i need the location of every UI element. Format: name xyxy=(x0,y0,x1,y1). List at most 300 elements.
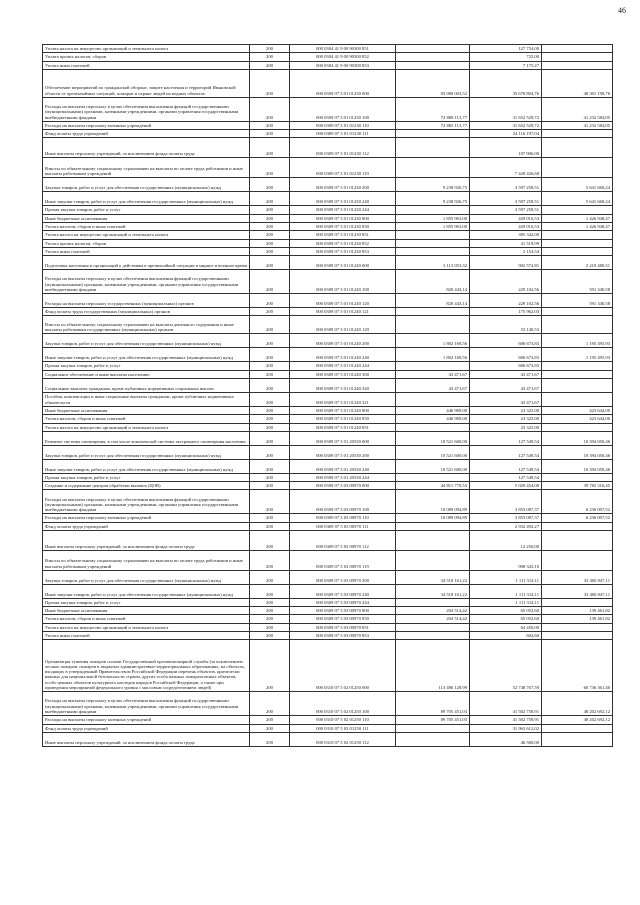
row-approved xyxy=(396,158,470,178)
row-budget-code: 000 0309 07 5 01 01230 244 xyxy=(290,206,396,214)
row-name: Закупка товаров, работ и услуг для обеспечения государственных (муниципальных) нужд xyxy=(43,334,250,348)
row-line-code: 200 xyxy=(250,308,290,316)
row-unexecuted xyxy=(542,392,613,406)
row-budget-code: 000 0309 07 5 03 00970 244 xyxy=(290,598,396,606)
table-row xyxy=(43,308,613,316)
table-row xyxy=(43,231,613,239)
row-executed: 23 325,00 xyxy=(470,415,542,423)
row-budget-code: 000 0310 07 5 02 01250 112 xyxy=(290,732,396,746)
row-line-code: 200 xyxy=(250,623,290,631)
table-row xyxy=(43,640,613,692)
table-row xyxy=(43,598,613,606)
row-name: Прочая закупка товаров, работ и услуг xyxy=(43,206,250,214)
table-row xyxy=(43,222,613,230)
row-unexecuted xyxy=(542,61,613,69)
row-executed: 64 450,00 xyxy=(470,623,542,631)
table-row xyxy=(43,158,613,178)
row-line-code: 200 xyxy=(250,445,290,459)
row-line-code: 200 xyxy=(250,256,290,270)
row-line-code: 200 xyxy=(250,692,290,716)
row-name: Организация тушения пожаров силами Государственной противопожарной службы (за исключением лесных пожаров, пожаров в закрытых административно-территориальных образованиях, на объектах, входящих в утвержденный Правительством Российской Федерации перечень объектов, критически важных для национальной безопасности страны, других особо важных пожароопасных объектов, особо ценных объектов культурного наследия народов Российской Федерации, а также при проведении мероприятий федерального уровня с массовым сосредоточением людей) xyxy=(43,640,250,692)
row-executed: 3 597 258,51 xyxy=(470,206,542,214)
row-approved: 10 521 600,00 xyxy=(396,459,470,473)
row-line-code: 200 xyxy=(250,406,290,414)
row-executed: 127 549,54 xyxy=(470,473,542,481)
table-row xyxy=(43,192,613,206)
row-approved xyxy=(396,138,470,158)
row-approved: 446 969,00 xyxy=(396,406,470,414)
row-line-code: 200 xyxy=(250,607,290,615)
row-approved: 1 855 963,00 xyxy=(396,214,470,222)
row-executed: 7 175,27 xyxy=(470,61,542,69)
row-budget-code: 000 0309 07 5 01 01240 240 xyxy=(290,348,396,362)
row-budget-code: 000 0310 07 5 02 01250 000 xyxy=(290,640,396,692)
row-name: Взносы по обязательному социальному страхованию на выплаты по оплате труда работников и иные выплаты работникам учреждений xyxy=(43,550,250,570)
row-unexecuted: 2 210 480,51 xyxy=(542,256,613,270)
row-budget-code: 000 0309 07 5 01 01230 000 xyxy=(290,69,396,97)
row-name: Уплата иных платежей xyxy=(43,247,250,255)
row-budget-code: 000 0310 07 5 02 01250 110 xyxy=(290,716,396,724)
row-unexecuted xyxy=(542,362,613,370)
table-row xyxy=(43,724,613,732)
row-budget-code: 000 0309 07 5 01 01240 321 xyxy=(290,392,396,406)
row-name: Иные бюджетные ассигнования xyxy=(43,406,250,414)
table-row xyxy=(43,623,613,631)
row-line-code: 200 xyxy=(250,45,290,53)
row-line-code: 200 xyxy=(250,724,290,732)
row-approved xyxy=(396,550,470,570)
row-name: Подготовка населения и организаций к действиям в чрезвычайной ситуации в мирное и военное время xyxy=(43,256,250,270)
row-line-code: 200 xyxy=(250,239,290,247)
row-name: Уплата налогов, сборов и иных платежей xyxy=(43,222,250,230)
row-line-code: 200 xyxy=(250,206,290,214)
row-approved: 204 514,42 xyxy=(396,615,470,623)
row-line-code: 200 xyxy=(250,732,290,746)
table-row xyxy=(43,514,613,522)
row-budget-code: 000 0309 07 5 01 01240 800 xyxy=(290,406,396,414)
row-name: Фонд оплаты труда учреждений xyxy=(43,130,250,138)
row-unexecuted xyxy=(542,473,613,481)
row-approved: 72 888 113,77 xyxy=(396,97,470,121)
row-executed: 41 502 758,91 xyxy=(470,716,542,724)
row-budget-code: 000 0309 07 5 01 01240 200 xyxy=(290,334,396,348)
table-row xyxy=(43,370,613,378)
table-row xyxy=(43,270,613,294)
row-approved: 43 471,67 xyxy=(396,370,470,378)
row-budget-code: 000 0309 07 5 03 00970 851 xyxy=(290,623,396,631)
row-line-code: 200 xyxy=(250,640,290,692)
row-budget-code: 000 0309 07 5 01 20530 244 xyxy=(290,473,396,481)
table-row xyxy=(43,45,613,53)
row-executed: 43 471,67 xyxy=(470,378,542,392)
row-unexecuted xyxy=(542,623,613,631)
row-line-code: 200 xyxy=(250,514,290,522)
row-unexecuted: 1 195 495,93 xyxy=(542,348,613,362)
row-unexecuted: 33 406 847,11 xyxy=(542,584,613,598)
table-row xyxy=(43,716,613,724)
row-executed: 606 673,83 xyxy=(470,334,542,348)
row-line-code: 200 xyxy=(250,392,290,406)
table-row xyxy=(43,239,613,247)
row-executed: 606 673,83 xyxy=(470,348,542,362)
row-unexecuted xyxy=(542,423,613,431)
table-row xyxy=(43,69,613,97)
row-name: Расходы на выплаты персоналу казенных учреждений xyxy=(43,716,250,724)
row-unexecuted xyxy=(542,632,613,640)
row-unexecuted: 6 236 007,52 xyxy=(542,514,613,522)
row-line-code: 200 xyxy=(250,632,290,640)
row-unexecuted: 1 426 948,47 xyxy=(542,222,613,230)
row-name: Расходы на выплаты персоналу в целях обеспечения выполнения функций государственными (муниципальными) органами, казенными учреждениями, органами управления государственными внебюджетными фондами xyxy=(43,270,250,294)
row-name: Фонд оплаты труда учреждений xyxy=(43,724,250,732)
row-name: Прочая закупка товаров, работ и услуг xyxy=(43,473,250,481)
row-line-code: 200 xyxy=(250,530,290,550)
row-budget-code: 000 0309 07 5 01 20530 200 xyxy=(290,445,396,459)
table-row xyxy=(43,550,613,570)
table-row xyxy=(43,692,613,716)
table-row xyxy=(43,178,613,192)
row-approved xyxy=(396,231,470,239)
table-row xyxy=(43,522,613,530)
row-unexecuted: 423 644,00 xyxy=(542,415,613,423)
row-name: Развитие системы оповещения, в том числе комплексной системы экстренного оповещения населения xyxy=(43,431,250,445)
row-unexecuted xyxy=(542,378,613,392)
row-line-code: 200 xyxy=(250,97,290,121)
row-unexecuted: 6 236 007,52 xyxy=(542,490,613,514)
row-line-code: 200 xyxy=(250,247,290,255)
table-row xyxy=(43,256,613,270)
row-executed: 429 016,53 xyxy=(470,214,542,222)
row-executed: 1 111 314,11 xyxy=(470,570,542,584)
row-executed: 46 500,00 xyxy=(470,732,542,746)
table-row xyxy=(43,378,613,392)
row-line-code: 200 xyxy=(250,431,290,445)
row-approved: 820 443,14 xyxy=(396,294,470,308)
row-line-code: 200 xyxy=(250,270,290,294)
row-executed: 1 111 314,11 xyxy=(470,584,542,598)
row-budget-code: 000 0309 07 5 01 01240 300 xyxy=(290,370,396,378)
row-approved xyxy=(396,522,470,530)
row-name: Уплата налога на имущество организаций и земельного налога xyxy=(43,231,250,239)
row-unexecuted xyxy=(542,231,613,239)
table-row xyxy=(43,632,613,640)
row-name: Закупка товаров, работ и услуг для обеспечения государственных (муниципальных) нужд xyxy=(43,178,250,192)
row-budget-code: 000 0309 07 5 01 01240 120 xyxy=(290,294,396,308)
row-unexecuted xyxy=(542,732,613,746)
row-budget-code: 000 0309 07 5 01 01240 850 xyxy=(290,415,396,423)
row-line-code: 200 xyxy=(250,598,290,606)
row-approved: 9 238 926,75 xyxy=(396,178,470,192)
row-executed: 31 652 529,72 xyxy=(470,121,542,129)
row-approved: 10 521 600,00 xyxy=(396,431,470,445)
row-line-code: 200 xyxy=(250,348,290,362)
row-line-code: 200 xyxy=(250,69,290,97)
row-executed: 908 343,10 xyxy=(470,550,542,570)
row-line-code: 200 xyxy=(250,459,290,473)
row-executed: 52 748 767,59 xyxy=(470,640,542,692)
row-unexecuted: 10 394 050,46 xyxy=(542,445,613,459)
table-row xyxy=(43,316,613,334)
row-approved: 43 471,67 xyxy=(396,378,470,392)
row-executed: 2 932 494,27 xyxy=(470,522,542,530)
row-name: Расходы на выплаты персоналу в целях обеспечения выполнения функций государственными (муниципальными) органами, казенными учреждениями, органами управления государственными внебюджетными фондами xyxy=(43,97,250,121)
row-budget-code: 000 0309 07 5 01 01230 112 xyxy=(290,138,396,158)
row-budget-code: 000 0309 07 5 03 00970 240 xyxy=(290,584,396,598)
row-budget-code: 000 0309 07 5 03 00970 111 xyxy=(290,522,396,530)
row-unexecuted xyxy=(542,308,613,316)
row-line-code: 200 xyxy=(250,214,290,222)
row-approved xyxy=(396,632,470,640)
table-row xyxy=(43,423,613,431)
row-name: Взносы по обязательному социальному страхованию на выплаты по оплате труда работников и иные выплаты работникам учреждений xyxy=(43,158,250,178)
row-name: Расходы на выплаты персоналу государственных (муниципальных) органов xyxy=(43,294,250,308)
row-executed: 127 754,00 xyxy=(470,45,542,53)
table-row xyxy=(43,607,613,615)
row-name: Расходы на выплаты персоналу в целях обеспечения выполнения функций государственными (муниципальными) органами, казенными учреждениями, органами управления государственными внебюджетными фондами xyxy=(43,692,250,716)
row-approved: 10 089 094,89 xyxy=(396,514,470,522)
row-executed: 41 519,99 xyxy=(470,239,542,247)
row-unexecuted xyxy=(542,370,613,378)
row-name: Уплата иных платежей xyxy=(43,632,250,640)
row-approved: 1 802 169,56 xyxy=(396,334,470,348)
row-executed: 43 471,67 xyxy=(470,370,542,378)
row-approved xyxy=(396,316,470,334)
row-approved: 446 969,00 xyxy=(396,415,470,423)
row-name: Пособия, компенсации и иные социальные выплаты гражданам, кроме публичных нормативных обязательств xyxy=(43,392,250,406)
row-approved xyxy=(396,623,470,631)
row-line-code: 200 xyxy=(250,482,290,490)
row-approved: 204 514,42 xyxy=(396,607,470,615)
row-budget-code: 000 0309 07 5 03 00970 850 xyxy=(290,615,396,623)
row-budget-code: 000 0309 07 5 01 01240 121 xyxy=(290,308,396,316)
row-executed: 65 052,60 xyxy=(470,607,542,615)
row-budget-code: 000 0309 07 5 01 01230 200 xyxy=(290,178,396,192)
row-executed: 41 502 758,91 xyxy=(470,692,542,716)
row-unexecuted xyxy=(542,598,613,606)
table-row xyxy=(43,138,613,158)
row-name: Иные закупки товаров, работ и услуг для обеспечения государственных (муниципальных) нужд xyxy=(43,459,250,473)
row-executed: 127 549,54 xyxy=(470,431,542,445)
row-approved: 34 518 161,22 xyxy=(396,570,470,584)
row-line-code: 200 xyxy=(250,362,290,370)
table-row xyxy=(43,348,613,362)
row-executed: 3 853 087,37 xyxy=(470,514,542,522)
row-executed: 23 325,00 xyxy=(470,423,542,431)
row-name: Прочая закупка товаров, работ и услуг xyxy=(43,362,250,370)
row-executed: 127 549,54 xyxy=(470,459,542,473)
row-unexecuted: 591 340,58 xyxy=(542,294,613,308)
row-approved: 89 705 451,03 xyxy=(396,692,470,716)
row-approved xyxy=(396,130,470,138)
row-name: Уплата налогов, сборов и иных платежей xyxy=(43,615,250,623)
row-name: Расходы на выплаты персоналу казенных учреждений xyxy=(43,121,250,129)
row-unexecuted xyxy=(542,138,613,158)
row-approved: 89 705 451,03 xyxy=(396,716,470,724)
row-line-code: 200 xyxy=(250,550,290,570)
row-line-code: 200 xyxy=(250,294,290,308)
row-executed: 35 678 804,76 xyxy=(470,69,542,97)
row-line-code: 200 xyxy=(250,121,290,129)
table-row xyxy=(43,206,613,214)
row-line-code: 200 xyxy=(250,178,290,192)
row-executed: 43 471,67 xyxy=(470,392,542,406)
row-approved xyxy=(396,61,470,69)
row-approved: 44 811 770,53 xyxy=(396,482,470,490)
table-row xyxy=(43,570,613,584)
row-approved xyxy=(396,724,470,732)
table-row xyxy=(43,392,613,406)
row-name: Иные бюджетные ассигнования xyxy=(43,214,250,222)
row-unexecuted: 48 301 198,76 xyxy=(542,69,613,97)
row-line-code: 200 xyxy=(250,522,290,530)
row-budget-code: 000 0309 07 5 01 01230 853 xyxy=(290,247,396,255)
row-unexecuted xyxy=(542,530,613,550)
row-budget-code: 000 0309 07 5 03 00970 110 xyxy=(290,514,396,522)
row-budget-code: 000 0310 07 5 02 01250 100 xyxy=(290,692,396,716)
row-approved: 72 885 113,77 xyxy=(396,121,470,129)
table-row xyxy=(43,482,613,490)
row-line-code: 200 xyxy=(250,378,290,392)
row-budget-code: 000 0309 07 5 01 01240 100 xyxy=(290,270,396,294)
row-unexecuted xyxy=(542,522,613,530)
row-budget-code: 000 0309 07 5 01 20530 240 xyxy=(290,459,396,473)
row-name: Иные закупки товаров, работ и услуг для обеспечения государственных (муниципальных) нужд xyxy=(43,192,250,206)
page-number: 46 xyxy=(618,6,626,15)
row-unexecuted: 1 426 948,47 xyxy=(542,214,613,222)
row-budget-code: 000 0309 07 5 01 01230 100 xyxy=(290,97,396,121)
row-executed: 429 016,53 xyxy=(470,222,542,230)
table-row xyxy=(43,53,613,61)
row-name: Социальные выплаты гражданам, кроме публичных нормативных социальных выплат xyxy=(43,378,250,392)
row-name: Уплата налога на имущество организаций и земельного налога xyxy=(43,45,250,53)
row-unexecuted: 60 736 361,40 xyxy=(542,640,613,692)
row-unexecuted: 48 202 692,12 xyxy=(542,692,613,716)
row-budget-code: 000 0309 07 5 01 01240 320 xyxy=(290,378,396,392)
row-unexecuted: 423 644,00 xyxy=(542,406,613,414)
row-approved xyxy=(396,473,470,481)
table-row xyxy=(43,473,613,481)
row-unexecuted xyxy=(542,550,613,570)
row-unexecuted xyxy=(542,53,613,61)
budget-execution-table-sheet xyxy=(42,44,612,747)
row-name: Иные выплаты персоналу учреждений, за исключением фонда оплаты труда xyxy=(43,732,250,746)
row-unexecuted xyxy=(542,158,613,178)
row-budget-code: 000 0309 07 5 01 01240 244 xyxy=(290,362,396,370)
row-unexecuted: 139 461,82 xyxy=(542,615,613,623)
row-approved: 1 855 963,00 xyxy=(396,222,470,230)
row-name: Уплата иных платежей xyxy=(43,61,250,69)
row-executed: 53 140,53 xyxy=(470,316,542,334)
row-budget-code: 000 0309 07 5 01 01230 119 xyxy=(290,158,396,178)
row-executed: 7 428 426,68 xyxy=(470,158,542,178)
row-name: Закупка товаров, работ и услуг для обеспечения государственных (муниципальных) нужд xyxy=(43,570,250,584)
row-name: Фонд оплаты труда государственных (муниципальных) органов xyxy=(43,308,250,316)
row-approved: 34 518 161,22 xyxy=(396,584,470,598)
row-executed: 31 652 529,72 xyxy=(470,97,542,121)
row-executed: 385 342,00 xyxy=(470,231,542,239)
row-line-code: 200 xyxy=(250,415,290,423)
row-budget-code: 000 0309 07 5 01 01230 110 xyxy=(290,121,396,129)
row-executed: 5 029 454,08 xyxy=(470,482,542,490)
row-line-code: 200 xyxy=(250,473,290,481)
row-approved xyxy=(396,239,470,247)
row-name: Фонд оплаты труда учреждений xyxy=(43,522,250,530)
row-line-code: 200 xyxy=(250,158,290,178)
row-line-code: 200 xyxy=(250,130,290,138)
row-approved xyxy=(396,247,470,255)
table-row xyxy=(43,362,613,370)
table-row xyxy=(43,61,613,69)
row-unexecuted xyxy=(542,247,613,255)
row-name: Уплата налогов, сборов и иных платежей xyxy=(43,415,250,423)
row-budget-code: 000 0309 07 5 01 01230 850 xyxy=(290,222,396,230)
table-row xyxy=(43,97,613,121)
row-unexecuted xyxy=(542,724,613,732)
table-row xyxy=(43,445,613,459)
row-executed: 725,00 xyxy=(470,53,542,61)
row-unexecuted: 5 641 668,24 xyxy=(542,178,613,192)
row-name: Иные закупки товаров, работ и услуг для обеспечения государственных (муниципальных) нужд xyxy=(43,584,250,598)
row-unexecuted: 41 232 584,05 xyxy=(542,97,613,121)
row-approved xyxy=(396,45,470,53)
table-row xyxy=(43,615,613,623)
row-budget-code: 000 0309 07 5 01 01230 111 xyxy=(290,130,396,138)
row-budget-code: 000 0304 41 9 00 90300 851 xyxy=(290,45,396,53)
row-budget-code: 000 0309 07 5 03 00970 119 xyxy=(290,550,396,570)
row-executed: 12 250,00 xyxy=(470,530,542,550)
row-executed: 2 154,54 xyxy=(470,247,542,255)
row-line-code: 200 xyxy=(250,370,290,378)
row-approved: 9 238 926,75 xyxy=(396,192,470,206)
row-executed: 902 572,81 xyxy=(470,256,542,270)
row-budget-code: 000 0309 07 5 01 01230 800 xyxy=(290,214,396,222)
row-name: Обеспечение мероприятий по гражданской обороне, защите населения и территорий Ивановской области от чрезвычайных ситуаций, пожаров и охране людей на водных объектах xyxy=(43,69,250,97)
row-executed: 3 853 087,37 xyxy=(470,490,542,514)
row-budget-code: 000 0309 07 5 03 00970 112 xyxy=(290,530,396,550)
row-approved: 10 089 094,89 xyxy=(396,490,470,514)
row-name: Создание и содержание центров обработки вызовов (ЦОВ) xyxy=(43,482,250,490)
row-unexecuted: 139 461,82 xyxy=(542,607,613,615)
row-budget-code: 000 0309 07 5 03 00970 800 xyxy=(290,607,396,615)
row-line-code: 200 xyxy=(250,615,290,623)
row-budget-code: 000 0304 41 9 00 90300 853 xyxy=(290,61,396,69)
row-budget-code: 000 0309 07 5 03 00970 100 xyxy=(290,490,396,514)
row-unexecuted xyxy=(542,130,613,138)
row-name: Уплата прочих налогов, сборов xyxy=(43,53,250,61)
row-unexecuted: 10 394 050,46 xyxy=(542,431,613,445)
row-approved: 1 802 169,56 xyxy=(396,348,470,362)
row-executed: 229 102,56 xyxy=(470,270,542,294)
row-approved xyxy=(396,732,470,746)
row-line-code: 200 xyxy=(250,222,290,230)
row-approved xyxy=(396,308,470,316)
row-approved xyxy=(396,53,470,61)
row-name: Взносы по обязательному социальному страхованию на выплаты денежного содержания и иные выплаты работникам государственных (муниципальных) органов xyxy=(43,316,250,334)
row-name: Закупка товаров, работ и услуг для обеспечения государственных (муниципальных) нужд xyxy=(43,445,250,459)
row-unexecuted: 10 394 050,46 xyxy=(542,459,613,473)
row-line-code: 200 xyxy=(250,138,290,158)
row-line-code: 200 xyxy=(250,61,290,69)
row-unexecuted: 48 202 692,12 xyxy=(542,716,613,724)
row-unexecuted xyxy=(542,316,613,334)
row-budget-code: 000 0309 07 5 01 01240 851 xyxy=(290,423,396,431)
row-budget-code: 000 0304 41 9 00 90300 852 xyxy=(290,53,396,61)
row-approved: 113 486 128,99 xyxy=(396,640,470,692)
table-row xyxy=(43,415,613,423)
row-line-code: 200 xyxy=(250,716,290,724)
row-name: Расходы на выплаты персоналу в целях обеспечения выполнения функций государственными (муниципальными) органами, казенными учреждениями, органами управления государственными внебюджетными фондами xyxy=(43,490,250,514)
row-line-code: 200 xyxy=(250,53,290,61)
